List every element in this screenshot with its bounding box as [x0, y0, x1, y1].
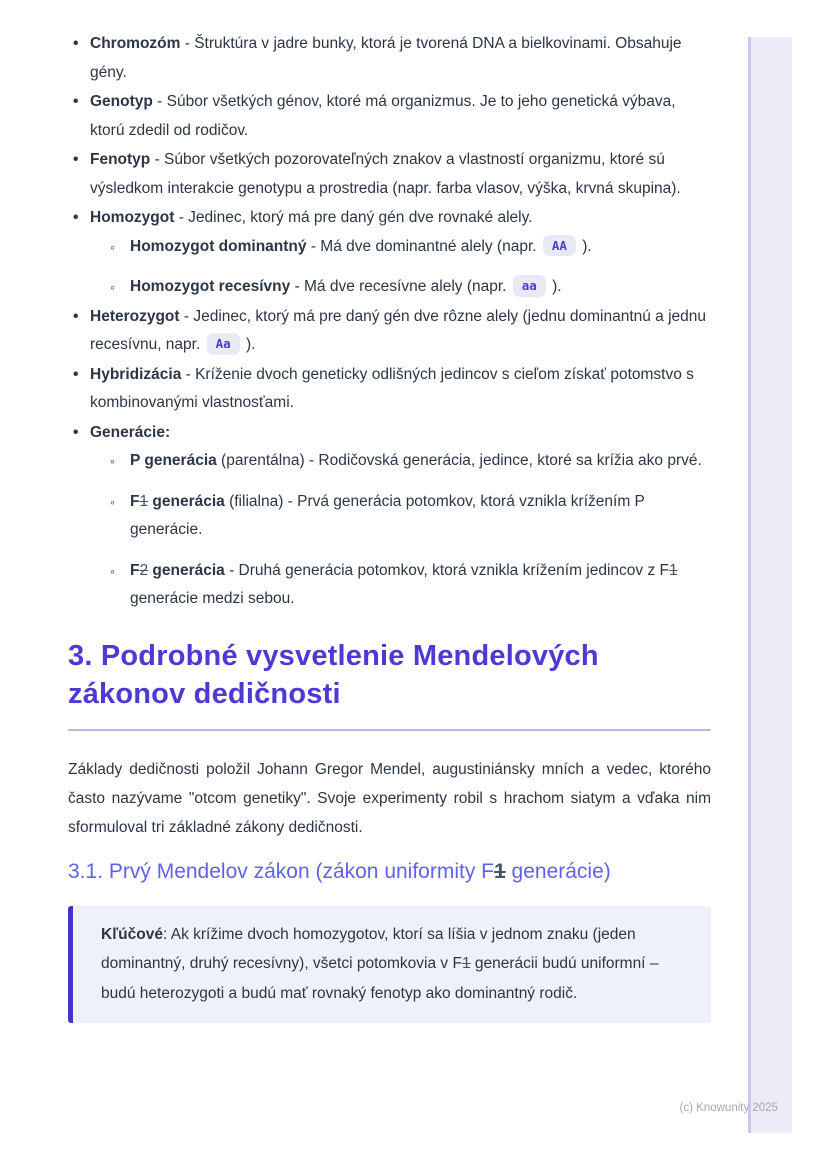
list-item [108, 488, 711, 545]
text-segment: generácia [148, 492, 225, 510]
heading-divider [68, 729, 711, 731]
text-segment: ). [547, 278, 562, 295]
watermark: (c) Knowunity 2025 [679, 1102, 778, 1114]
text-segment: Kľúčové [101, 925, 163, 943]
text-segment: F [130, 561, 140, 579]
text-segment: generácii budú uniformní – budú heterozygoti a budú mať rovnaký fenotyp ako dominantný rodič. [101, 955, 659, 1002]
text-segment: - Jedinec, ktorý má pre daný gén dve rovnaké alely. [174, 209, 533, 226]
allele-badge: AA [543, 235, 576, 257]
text-segment: 1 [669, 561, 678, 579]
page-content [68, 30, 711, 1023]
text-segment: (parentálna) - Rodičovská generácia, jedince, ktoré sa krížia ako prvé. [216, 452, 702, 469]
text-segment: generácie medzi sebou. [130, 590, 295, 607]
text-segment: Genotyp [90, 93, 153, 110]
text-segment: 1 [139, 492, 149, 510]
key-callout [68, 906, 711, 1024]
list-item [108, 557, 711, 614]
text-segment: 2 [139, 561, 149, 579]
subsection-heading [68, 857, 711, 886]
list-item [68, 361, 711, 418]
text-segment: Homozygot [90, 209, 175, 226]
text-segment: - Kríženie dvoch geneticky odlišných jedincov s cieľom získať potomstvo s kombinovanými vlastnosťami. [90, 365, 694, 411]
text-segment: - Má dve recesívne alely (napr. [290, 278, 511, 295]
sub-list [90, 233, 711, 302]
text-segment: Fenotyp [90, 151, 151, 168]
text-segment: 3.1. Prvý Mendelov zákon (zákon uniformity F [68, 859, 495, 883]
text-segment: Hybridizácia [90, 365, 182, 383]
text-segment: Chromozóm [90, 35, 181, 52]
text-segment: Homozygot dominantný [130, 237, 307, 255]
text-segment: - Má dve dominantné alely (napr. [306, 237, 541, 255]
text-segment: 1 [461, 955, 471, 972]
section-heading: 3. Podrobné vysvetlenie Mendelových zákonov dedičnosti [68, 639, 599, 710]
text-segment: - Štruktúra v jadre bunky, ktorá je tvorená DNA a bielkovinami. Obsahuje gény. [90, 35, 682, 81]
text-segment: (filialna) - Prvá generácia potomkov, ktorá vznikla krížením P generácie. [130, 492, 645, 538]
allele-badge: Aa [207, 333, 240, 355]
list-item [108, 233, 711, 262]
list-item [68, 146, 711, 203]
allele-badge: aa [513, 275, 546, 297]
text-segment: ). [241, 336, 256, 353]
text-segment: generácie) [505, 859, 611, 883]
list-item [68, 419, 711, 614]
text-segment: Homozygot recesívny [130, 278, 291, 295]
list-item [68, 88, 711, 145]
text-segment: - Jedinec, ktorý má pre daný gén dve rôzne alely (jednu dominantnú a jednu recesívnu, napr. [90, 307, 707, 353]
text-segment: - Súbor všetkých génov, ktoré má organizmus. Je to jeho genetická výbava, ktorú zdedil od rodičov. [90, 93, 676, 139]
intro-paragraph: Základy dedičnosti položil Johann Gregor Mendel, augustiniánsky mních a vedec, ktorého často nazývame "otcom genetiky". Svoje experimenty robil s hrachom siatym a vďaka nim sformuloval tri základné zákony dedičnosti. [68, 760, 711, 836]
text-segment: ). [577, 237, 592, 255]
text-segment: Generácie: [90, 423, 171, 441]
text-segment: : Ak krížime dvoch homozygotov, ktorí sa líšia v jednom znaku (jeden dominantný, druhý recesívny), všetci potomkovia v F [101, 925, 636, 972]
list-item [108, 273, 711, 302]
list-item [68, 30, 711, 87]
list-item [68, 303, 711, 360]
glossary-list [68, 30, 711, 614]
text-segment: 1 [494, 859, 506, 883]
text-segment: - Súbor všetkých pozorovateľných znakov a vlastností organizmu, ktoré sú výsledkom interakcie genotypu a prostredia (napr. farba vlasov, výška, krvná skupina). [90, 151, 681, 197]
list-item [108, 447, 711, 476]
text-segment: F [130, 492, 140, 510]
text-segment: Heterozygot [90, 307, 180, 325]
text-segment: generácia [148, 561, 225, 579]
list-item [68, 204, 711, 302]
page-edge-strip [748, 37, 792, 1133]
text-segment: - Druhá generácia potomkov, ktorá vznikla krížením jedincov z F [224, 561, 670, 579]
sub-list [90, 447, 711, 614]
text-segment: P generácia [130, 452, 217, 469]
callout-text [101, 920, 685, 1009]
